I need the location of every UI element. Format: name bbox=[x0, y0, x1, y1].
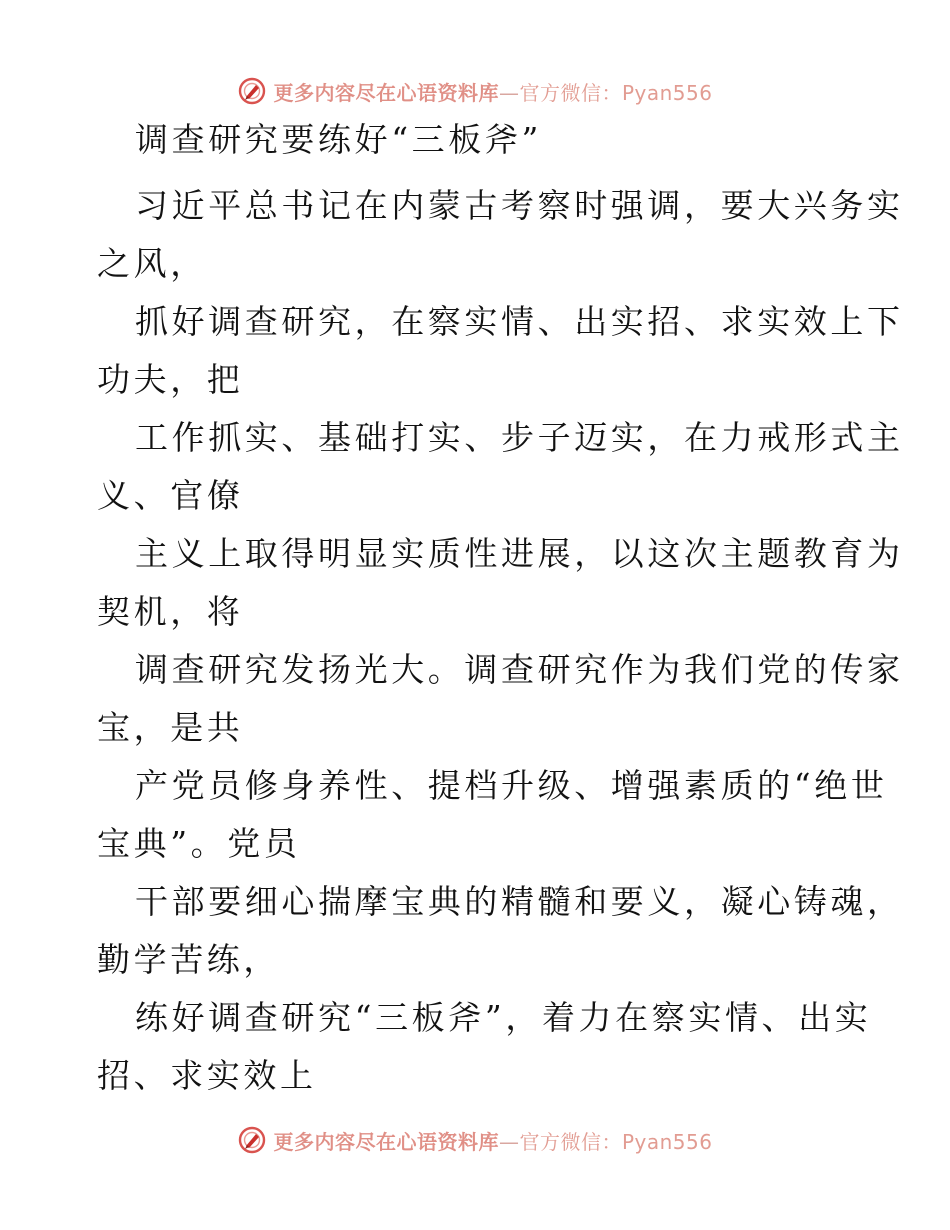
header-banner-separator: — bbox=[498, 80, 520, 105]
header-banner-contact: 官方微信：Pyan556 bbox=[519, 80, 713, 105]
footer-banner-site: 更多内容尽在心语资料库 bbox=[273, 1129, 499, 1154]
footer-banner bbox=[0, 1120, 950, 1160]
text-line-4: 功夫，把 bbox=[97, 360, 244, 399]
header-banner-site: 更多内容尽在心语资料库 bbox=[273, 80, 499, 105]
text-line-11: 产党员修身养性、提档升级、增强素质的“绝世 bbox=[135, 766, 888, 805]
text-line-8: 契机，将 bbox=[97, 592, 244, 631]
pen-nib-logo-icon bbox=[237, 1125, 267, 1155]
text-line-12: 宝典”。党员 bbox=[97, 824, 301, 863]
text-line-16: 招、求实效上 bbox=[97, 1056, 317, 1095]
footer-banner-separator: — bbox=[498, 1129, 520, 1154]
document-title: 调查研究要练好“三板斧” bbox=[135, 120, 542, 159]
text-line-7: 主义上取得明显实质性进展，以这次主题教育为 bbox=[135, 534, 904, 573]
text-line-2: 之风， bbox=[97, 244, 207, 283]
text-line-15: 练好调查研究“三板斧”，着力在察实情、出实 bbox=[135, 998, 872, 1037]
text-line-3: 抓好调查研究，在察实情、出实招、求实效上下 bbox=[135, 302, 904, 341]
header-banner bbox=[0, 71, 950, 111]
footer-banner-contact: 官方微信：Pyan556 bbox=[519, 1129, 713, 1154]
text-line-13: 干部要细心揣摩宝典的精髓和要义，凝心铸魂， bbox=[135, 882, 904, 921]
text-line-14: 勤学苦练， bbox=[97, 940, 280, 979]
text-line-9: 调查研究发扬光大。调查研究作为我们党的传家 bbox=[135, 650, 904, 689]
text-line-6: 义、官僚 bbox=[97, 476, 244, 515]
text-line-5: 工作抓实、基础打实、步子迈实，在力戒形式主 bbox=[135, 418, 904, 457]
text-line-10: 宝，是共 bbox=[97, 708, 244, 747]
pen-nib-logo-icon bbox=[237, 76, 267, 106]
text-line-1: 习近平总书记在内蒙古考察时强调，要大兴务实 bbox=[135, 186, 904, 225]
